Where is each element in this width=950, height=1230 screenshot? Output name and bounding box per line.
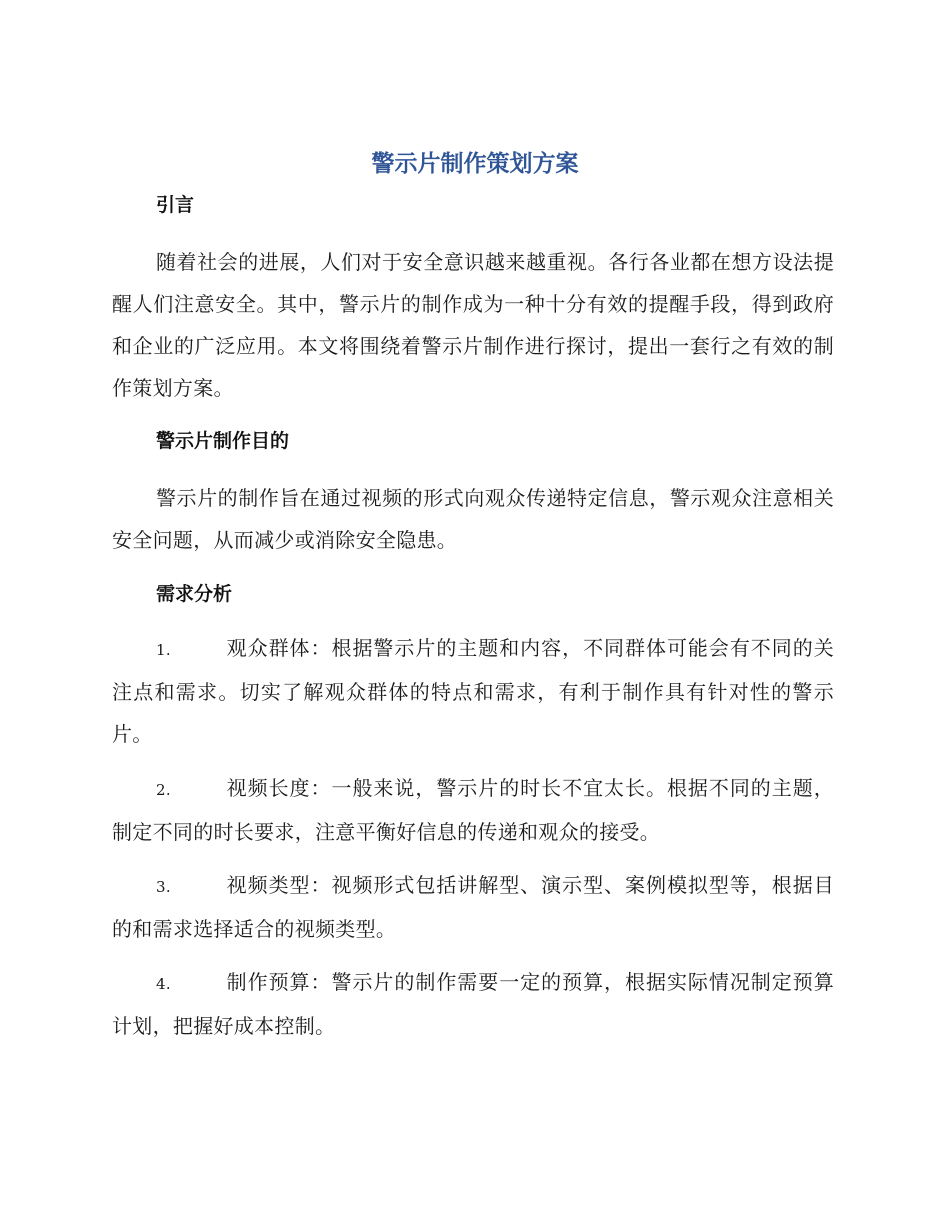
list-item-text: 视频长度：一般来说，警示片的时长不宜太长。根据不同的主题，制定不同的时长要求，注意平衡好信息的传递和观众的接受。: [112, 776, 834, 844]
requirement-item-type: [112, 864, 834, 950]
list-number: 4.: [156, 975, 171, 993]
section-heading-requirements: 需求分析: [156, 583, 233, 605]
list-item-text: 观众群体：根据警示片的主题和内容，不同群体可能会有不同的关注点和需求。切实了解观众群体的特点和需求，有利于制作具有针对性的警示片。: [112, 636, 834, 746]
section-heading-introduction: 引言: [156, 194, 195, 216]
list-number: 2.: [156, 781, 171, 799]
list-item-text: 视频类型：视频形式包括讲解型、演示型、案例模拟型等，根据目的和需求选择适合的视频类型。: [112, 873, 834, 941]
list-number: 1.: [156, 641, 171, 659]
requirement-item-budget: [112, 961, 834, 1047]
document-title: 警示片制作策划方案: [371, 151, 579, 177]
requirement-item-length: [112, 767, 834, 853]
section-heading-purpose: 警示片制作目的: [156, 430, 290, 452]
purpose-paragraph: 警示片的制作旨在通过视频的形式向观众传递特定信息，警示观众注意相关安全问题，从而减少或消除安全隐患。: [112, 486, 834, 552]
list-number: 3.: [156, 878, 171, 896]
requirement-item-audience: [112, 627, 834, 755]
list-item-text: 制作预算：警示片的制作需要一定的预算，根据实际情况制定预算计划，把握好成本控制。: [112, 970, 834, 1038]
introduction-paragraph: 随着社会的进展，人们对于安全意识越来越重视。各行各业都在想方设法提醒人们注意安全。其中，警示片的制作成为一种十分有效的提醒手段，得到政府和企业的广泛应用。本文将围绕着警示片制作进行探讨，提出一套行之有效的制作策划方案。: [112, 250, 834, 400]
